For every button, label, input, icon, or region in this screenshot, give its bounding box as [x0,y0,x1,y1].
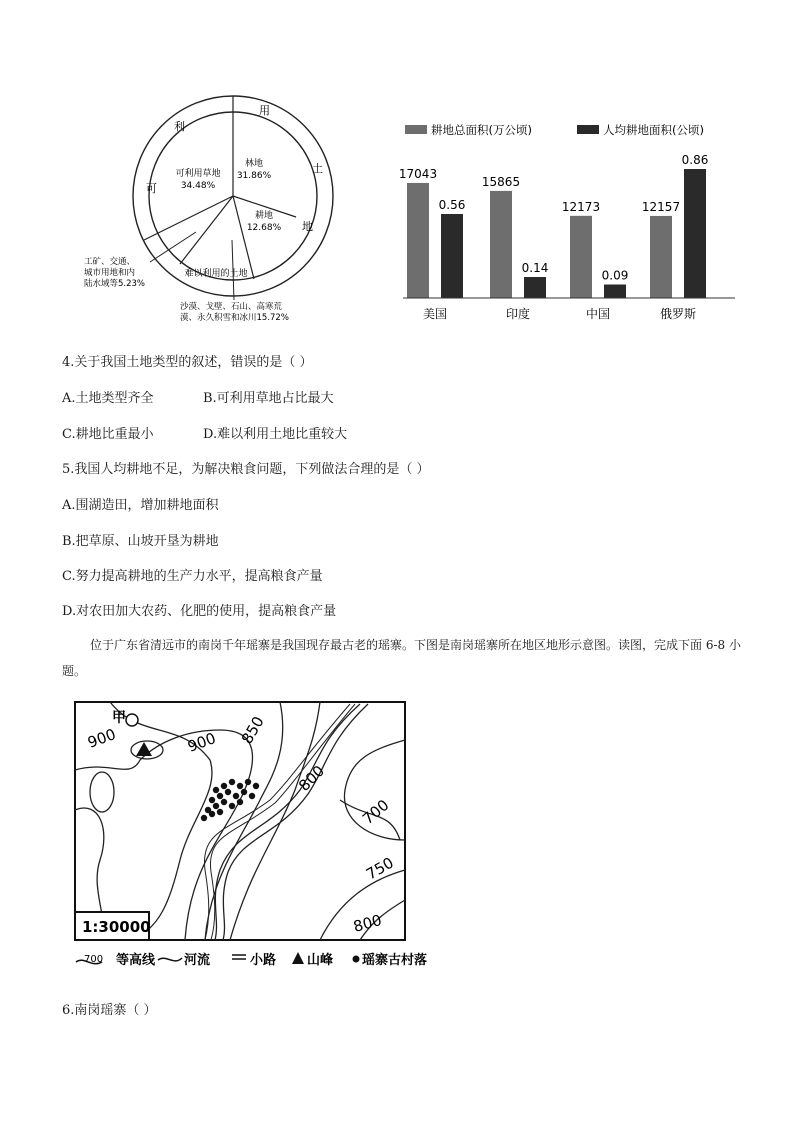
pie-label-difficult: 难以利用的土地 [184,269,248,279]
question-6: 6.南岗瑶寨（ ） [62,1003,157,1018]
bar-value-label: 0.56 [438,198,466,212]
village-dot [225,789,231,795]
question-5: 5.我国人均耕地不足，为解决粮食问题，下列做法合理的是（ ） [62,462,430,477]
q5-option-c: C.努力提高耕地的生产力水平，提高粮食产量 [62,569,323,584]
pie-label-cropland: 耕地 12.68% [246,211,282,233]
bar-per-capita [604,285,626,299]
legend-label: 耕地总面积(万公顷) [431,123,532,137]
contour-label: 700 [359,795,393,829]
ring-char: 用 [259,104,270,117]
village-dot [201,815,207,821]
bar-value-label: 0.14 [521,261,549,275]
cropland-bar-chart [395,118,740,328]
q4-option-c: C.耕地比重最小 [62,427,154,442]
village-dot [209,797,215,803]
village-dot [229,779,235,785]
q4-option-a: A.土地类型齐全 [62,391,154,406]
village-legend-icon [353,956,360,963]
village-dot [241,789,247,795]
bar-plot [399,153,708,298]
village-dot [217,809,223,815]
legend-contour: 等高线 [116,953,156,968]
legend-peak: 山峰 [307,953,334,968]
village-dot [213,787,219,793]
village-dot [221,783,227,789]
river-legend-icon [158,958,182,961]
bar-categories [423,306,696,321]
bar-value-label: 15865 [481,174,521,189]
village-dot [237,783,243,789]
pie-divider [180,196,233,264]
topographic-map [70,700,450,972]
peak-legend-icon [292,952,304,964]
bar-value-label: 0.86 [681,153,709,167]
q5-option-d: D.对农田加大农药、化肥的使用，提高粮食产量 [62,604,337,619]
bar-per-capita [524,277,546,298]
legend-river: 河流 [184,953,211,968]
q5-option-b: B.把草原、山坡开垦为耕地 [62,534,219,549]
legend-label: 人均耕地面积(公顷) [603,123,704,137]
bar-value-label: 17043 [398,166,438,181]
contour-label: 850 [237,713,268,747]
village-dot [249,793,255,799]
bar-legend [405,123,704,137]
pie-divider [233,196,254,279]
village-dot [221,799,227,805]
legend-swatch [405,125,427,134]
bar-total-area [570,216,592,298]
contour-label: 800 [351,911,384,936]
village-dot [209,811,215,817]
pie-divider [144,196,233,240]
bar-category-label: 美国 [422,307,448,321]
village-dot [253,783,259,789]
contour-label: 900 [185,729,219,756]
bar-total-area [490,191,512,298]
bar-per-capita [441,214,463,298]
legend-swatch [577,125,599,134]
pie-label-industrial: 工矿、交通、城市用地和内陆水域等5.23% [84,257,146,289]
bar-per-capita [684,169,706,298]
pie-leader-line [150,232,196,262]
village-dot [213,803,219,809]
bar-category-label: 俄罗斯 [659,307,697,321]
contour-label: 900 [85,725,119,752]
ring-char: 土 [312,162,323,175]
bar-value-label: 0.09 [601,268,629,283]
q4-option-b: B.可利用草地占比最大 [203,391,334,406]
point-jia-label: 甲 [112,710,126,726]
legend-village: 瑶寨古村落 [362,953,428,968]
bar-total-area [407,183,429,298]
q4-option-d: D.难以利用土地比重较大 [203,427,348,442]
village-dot [233,793,239,799]
pie-label-forest: 林地 31.86% [236,159,272,181]
contour-label: 800 [295,761,329,795]
bar-category-label: 印度 [505,307,531,321]
legend-contour-value: 700 [84,954,104,965]
q5-option-a: A.围湖造田，增加耕地面积 [62,498,219,513]
village-dot [229,803,235,809]
pie-label-desert: 沙漠、戈壁、石山、高寒荒漠、永久积雪和冰川15.72% [180,302,289,323]
map-legend [76,952,427,968]
contour-label: 750 [363,853,397,884]
bar-category-label: 中国 [585,307,611,321]
question-4: 4.关于我国土地类型的叙述，错误的是（ ） [62,355,313,370]
village-dot [245,779,251,785]
village-dot [217,793,223,799]
bar-value-label: 12173 [561,199,601,214]
legend-road: 小路 [250,953,277,968]
passage-text: 位于广东省清远市的南岗千年瑶寨是我国现存最古老的瑶寨。下图是南岗瑶寨所在地区地形示意图。读图，完成下面 6-8 小题。 [62,638,741,678]
ring-char: 地 [302,220,313,233]
ring-char: 利 [174,120,185,133]
map-scale: 1:30000 [82,918,151,936]
bar-value-label: 12157 [641,199,681,214]
point-jia-marker [126,714,138,726]
pie-label-grassland: 可利用草地 34.48% [175,169,221,191]
bar-total-area [650,216,672,298]
ring-char: 可 [146,182,157,195]
village-dot [237,799,243,805]
